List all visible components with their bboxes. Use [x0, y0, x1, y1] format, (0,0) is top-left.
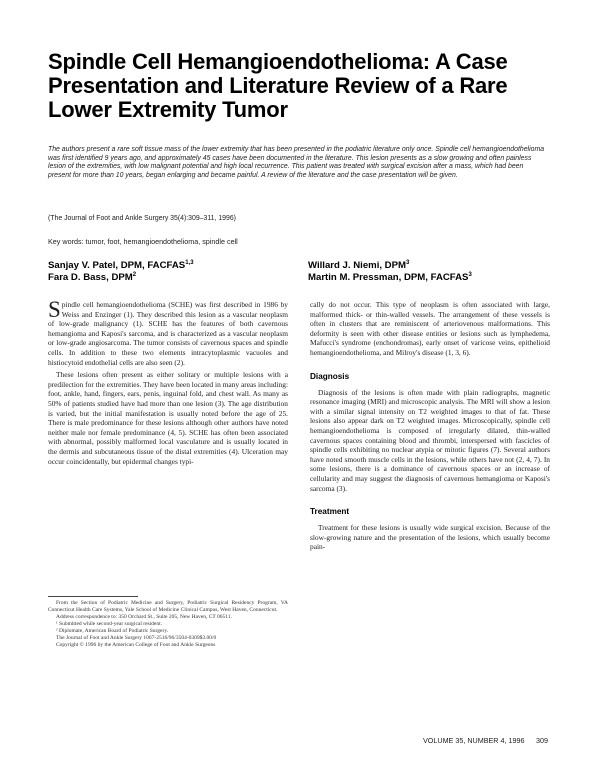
- body-column-right: [310, 300, 550, 552]
- footnote: The Journal of Foot and Ankle Surgery 1067-2516/96/3504-0309$3.00/0: [56, 635, 217, 641]
- author-name: Sanjay V. Patel, DPM, FACFAS: [48, 260, 186, 272]
- author-name: Willard J. Niemi, DPM: [308, 260, 407, 272]
- footnote: Address correspondence to: 350 Orchard St., Suite 205, New Haven, CT 06511.: [56, 614, 232, 620]
- footnotes: [48, 600, 288, 649]
- abstract: The authors present a rare soft tissue mass of the lower extremity that has been presented in the podiatric literature only once. Spindle cell hemangioendothelioma was first identified 9 years ago, and approximately 45 cases have been documented in the literature. This lesion presents as a slow growing and often painless lesion of the extremities, with low malignant potential and high local recurrence. This patient was treated with surgical excision after a mass, which had been present for more than 10 years, began enlarging and became painful. A review of the literature and the case presentation will be given.: [48, 146, 545, 179]
- article-title: Spindle Cell Hemangioendothelioma: A Case Presentation and Literature Review of a Rare Lower Extremity Tumor: [48, 49, 508, 122]
- author-pressman: [308, 270, 472, 283]
- body-paragraph: These lesions often present as either solitary or multiple lesions with a predilection for the extremities. They have been located in many areas including: foot, ankle, hand, fingers, ears, penis, inguinal fold, and chest wall. As many as 50% of patients studied have had more than one lesion (3). The age distribution is varied, but the initial manifestation is usually noted before the age of 25. There is male predominance for these lesions although other authors have noted neither male nor female predominance (4, 5). SCHE has often been associated with abnormal, possibly malformed local vasculature and is usually located in the dermis and subcutaneous tissue of the distal extremities (4). Ulceration may occur coincidentally, but epidermal changes typi-: [48, 370, 288, 466]
- footnote: From the Section of Podiatric Medicine and Surgery, Podiatric Surgical Residency Program, VA Connecticut Health Care Systems, Yale School of Medicine Clinical Campus, West Haven, Connecticut.: [48, 600, 288, 613]
- author-affiliation: 1,3: [185, 260, 194, 266]
- author-bass: [48, 270, 136, 283]
- page-number: 309: [536, 736, 548, 745]
- drop-cap: S: [48, 297, 61, 322]
- issue-info: VOLUME 35, NUMBER 4, 1996: [423, 736, 525, 745]
- body-column-left: [48, 297, 288, 466]
- author-affiliation: 3: [406, 260, 410, 266]
- footnote: ¹ Submitted while second-year surgical resident.: [56, 621, 163, 627]
- author-affiliation: 3: [468, 272, 472, 278]
- section-heading-treatment: Treatment: [310, 507, 350, 517]
- body-paragraph: [48, 297, 288, 367]
- body-paragraph: Diagnosis of the lesions is often made with plain radiographs, magnetic resonance imaging (MRI) and microscopic analysis. The MRI will show a lesion with a similar signal intensity on T2 weighted images to that of fat. These lesions also appear dark on T2 weighted images. Microscopically, spindle cell hemangioendothelioma is composed of irregularly dilated, thin-walled cavernous spaces containing blood and thrombi, interspersed with fascicles of spindle cells exhibiting no nuclear atypia or mitotic figures (7). Several authors have noted smooth muscle cells in the lesions, while others have not (2, 4, 7). In some lesions, there is a dominance of cavernous spaces or an increase of cellularity and may suggest the diagnosis of cavernous hemangioma or Kaposi's sarcoma (3).: [310, 387, 550, 493]
- body-paragraph: Treatment for these lesions is usually wide surgical excision. Because of the slow-growing nature and the presentation of the lesions, which usually become pain-: [310, 523, 550, 552]
- author-name: Fara D. Bass, DPM: [48, 272, 133, 284]
- footnote: ² Diplomate, American Board of Podiatric Surgery.: [56, 628, 169, 634]
- keywords: Key words: tumor, foot, hemangioendothelioma, spindle cell: [48, 237, 238, 246]
- intro-text: pindle cell hemangioendothelioma (SCHE) was first described in 1986 by Weiss and Enzinger (1). They described this lesion as a vascular neoplasm of low-grade malignancy (1). SCHE has the features of both cavernous hemangioma and Kaposi's sarcoma, and is characterized as a vascular neoplasm or low-grade angiosarcoma. The tumor consists of cavernous spaces and spindle cells. In addition to these two elements intracytoplasmic vacuoles and histiocytoid endothelial cells are also seen (2).: [48, 300, 288, 367]
- author-name: Martin M. Pressman, DPM, FACFAS: [308, 272, 469, 284]
- footnote: Copyright © 1996 by the American College of Foot and Ankle Surgeons: [56, 642, 216, 648]
- body-paragraph: cally do not occur. This type of neoplasm is often associated with large, malformed thick- or thin-walled vessels. The arrangement of these vessels is often in clusters that are reminiscent of arteriovenous malformations. This deformity is seen with other disease entities or lesions such as lymphedema, Mafucci's syndrome (enchondromas), early onset of varicose veins, epithelioid hemangioendothelioma, and Milroy's disease (1, 3, 6).: [310, 300, 550, 357]
- footnote-divider: [48, 596, 138, 597]
- author-affiliation: 2: [132, 272, 137, 278]
- abstract-citation: (The Journal of Foot and Ankle Surgery 35(4):309–311, 1996): [48, 215, 236, 222]
- section-heading-diagnosis: Diagnosis: [310, 371, 350, 381]
